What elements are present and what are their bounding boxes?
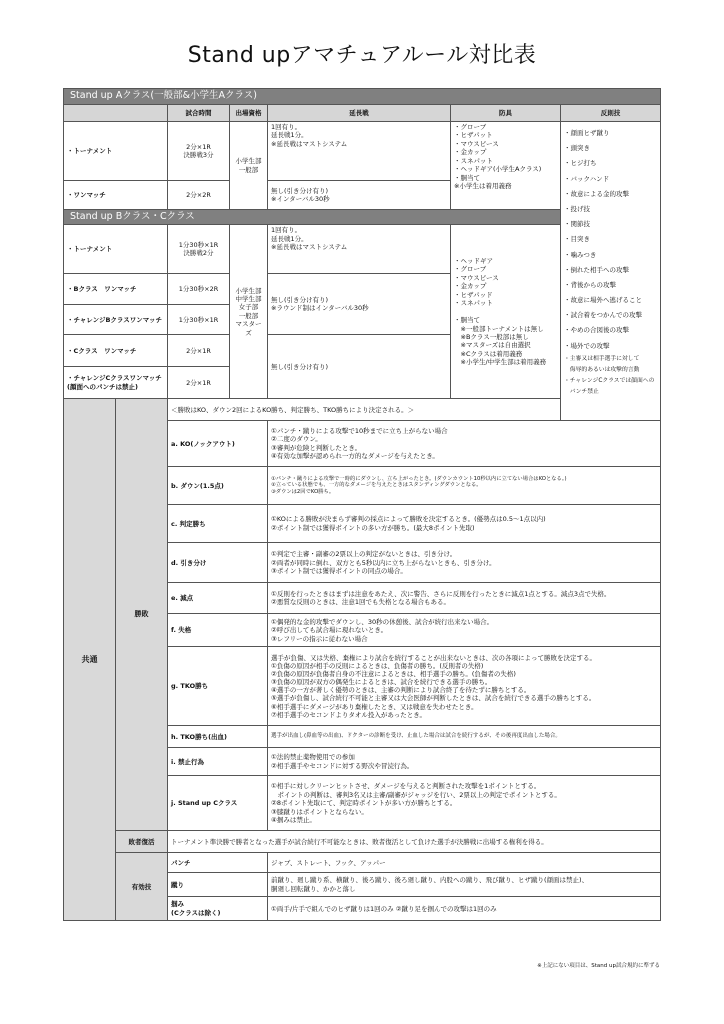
valid-row-grab: 掴み (Cクラスは除く) ①両手/片手で組んでのヒザ蹴りは1回のみ ②蹴り足を掴んでの攻撃は1回のみ: [64, 897, 661, 921]
section-a-bar: [64, 89, 661, 105]
header-eligibility: 出場資格: [230, 105, 268, 122]
win-intro: ＜勝敗はKO、ダウン2回によるKO勝ち、判定勝ち、TKO勝ちにより決定される。＞: [168, 399, 661, 421]
foul-item: ・ヒジ打ち: [564, 159, 597, 168]
valid-row-kick: 蹴り 前蹴り、廻し蹴り系、横蹴り、後ろ蹴り、後ろ廻し蹴り、内股への蹴り、飛び蹴り、ヒザ蹴り(顔面は禁止)、 胴廻し回転蹴り、かかと落し: [64, 873, 661, 897]
foul-item: ・チャレンジCクラスでは顔面への: [564, 377, 655, 384]
revival-label: 敗者復活: [116, 831, 168, 853]
win-intro-row: [64, 399, 661, 421]
rule-row-c: c. 判定勝ち ①KOによる勝敗が決まらず審判の採点によって勝敗を決定するとき。(優勢点は0.5～1点以内) ②ポイント制では獲得ポイントの多い方が勝ち。(最大8ポイント先取): [64, 505, 661, 543]
foul-item: パンチ禁止: [564, 388, 599, 395]
class-b-row-tournament: ・トーナメント 1分30秒×1R 決勝戦2分 小学生部 中学生部 女子部 一般部 マスターズ 1回有り。 延長戦1分。 ※延長戦はマストシステム ・ヘッドギア ・グローブ ・マウスピース ・金カップ ・ヒザパッド ・スネパット ・胴当て ※一般部トーナメントは無し ※Bクラス一般部は無し ※マスターズは自由選択 ※Cクラスは着用義務 ※小学生/中学生部は着用義務: [64, 225, 661, 274]
rule-row-f: f. 失格 ①偶発的な金的攻撃でダウンし、30秒の休憩後、試合が続行出来ない場合。 ②呼び出しても試合場に現れないとき。 ③レフリーの指示に従わない場合: [64, 614, 661, 647]
rule-row-g: g. TKO勝ち 選手が負傷、又は失格、棄権により試合を続行することが出来ないときは、次の各項によって勝敗を決定する。 ①負傷の原因が相手の反則によるときは、負傷者の勝ち。(反則者の失格) ②負傷の原因が負傷者自身の不注意によるときは、相手選手の勝ち。(負傷者の失格) ③負傷の原因が双方の偶発生によるときは、試合を続行できる選手の勝ち。 ④選手の一方が著しく優勢のときは、主審の判断により試合終了を待たずに勝ちとする。 ⑤選手が負傷し、試合続行不可能と主審又は大会医師が判断したときは、試合を続行できる選手の勝ちとする。 ⑥相手選手にダメージがあり棄権したとき、又は戦意を失わせたとき。 ⑦相手選手のセコンドよりタオル投入があったとき。: [64, 647, 661, 726]
foul-item: 侮辱的あるいは攻撃的言動: [564, 366, 640, 373]
foul-item: ・背後からの攻撃: [564, 280, 616, 289]
class-b-row-b-onematch: ・Bクラス ワンマッチ 1分30秒×2R 無し(引き分け有り) ※ラウンド制はインターバル30秒: [64, 274, 661, 305]
class-a-row-onematch: ・ワンマッチ 2分×2R 無し(引き分け有り) ※インターバル30秒: [64, 181, 661, 210]
foul-item: ・試合着をつかんでの攻撃: [564, 311, 642, 320]
fouls-list: [561, 122, 661, 421]
common-label: 共通: [64, 399, 116, 921]
class-b-row-c-onematch: ・Cクラス ワンマッチ 2分×1R 無し(引き分け有り): [64, 335, 661, 367]
foul-item: ・故意による金的攻撃: [564, 189, 629, 198]
foul-item: ・やめの合図後の攻撃: [564, 326, 629, 335]
class-a-eligibility: 小学生部 一般部: [230, 122, 268, 210]
header-row: [64, 105, 661, 122]
valid-label: 有効技: [116, 853, 168, 921]
foul-item: ・場外での攻撃: [564, 341, 610, 350]
win-label: 勝敗: [116, 399, 168, 831]
rule-row-e: e. 減点 ①反則を行ったときはまずは注意をあたえ、次に警告、さらに反則を行ったときに減点1点とする。減点3点で失格。 ②悪質な反則のときは、注意1回でも失格となる場合もある。: [64, 583, 661, 614]
foul-item: ・目突き: [564, 235, 590, 244]
rule-row-a: a. KO(ノックアウト) ①パンチ・蹴りによる攻撃で10秒までに立ち上がらない場合 ②二度のダウン。 ③審判が危険と判断したとき。 ④有効な加撃が認められ一方的なダメージを与えたとき。: [64, 421, 661, 467]
header-fouls: 反則技: [561, 105, 661, 122]
class-b-row-challenge-c: ・チャレンジCクラスワンマッチ (顔面へのパンチは禁止) 2分×1R: [64, 367, 661, 399]
section-a-title: Stand up Aクラス(一般部&小学生Aクラス): [64, 89, 661, 105]
foul-item: ・噛みつき: [564, 250, 597, 259]
rule-row-h: h. TKO勝ち(出血) 選手が出血し(鼻血等の出血)、ドクターの診断を受け、止血した場合は試合を続行するが、その後再度出血した場合。: [64, 726, 661, 748]
class-a-row-tournament: ・トーナメント 2分×1R 決勝戦3分 小学生部 一般部 1回有り。 延長戦1分。 ※延長戦はマストシステム ・グローブ ・ヒザパット ・マウスピース ・金カップ ・スネパット ・ヘッドギア(小学生Aクラス) ・胴当て ※小学生は着用義務 ・顔面ヒザ蹴り ・頭突き ・ヒジ打ち ・バックハンド ・故意による金的攻撃 ・投げ技 ・関節技 ・目突き ・噛みつき ・倒れた相手への攻撃 ・背後からの攻撃 ・故意に場外へ逃げること ・試合着をつかんでの攻撃 ・やめの合図後の攻撃 ・場外での攻撃 ・主審又は相手選手に対して 侮辱的あるいは攻撃的言動 ・チャレンジCクラスでは顔面への パンチ禁止: [64, 122, 661, 181]
foul-item: ・頭突き: [564, 144, 590, 153]
rule-row-b: b. ダウン(1.5点) ①パンチ・蹴りによる攻撃で一時的にダウンし、立ち上がったとき。(ダウンカウント10秒以内に立てない場合はKOとなる。) ②立っている状態でも、一方的なダメージを与えたときはスタンディングダウンとなる。 ③ダウンは2回でKO勝ち。: [64, 467, 661, 505]
section-b-title: Stand up Bクラス・Cクラス: [64, 210, 561, 225]
header-extension: 延長戦: [268, 105, 451, 122]
foul-item: ・倒れた相手への攻撃: [564, 265, 629, 274]
page-title: Stand upアマチュアルール対比表: [187, 43, 537, 68]
class-b-eligibility: 小学生部 中学生部 女子部 一般部 マスターズ: [230, 225, 268, 399]
rule-row-j: j. Stand up Cクラス ①相手に対しクリーンヒットさせ、ダメージを与えると判断された攻撃を1ポイントとする。 ポイントの判断は、審判3名又は主審/副審がジャッジを行い、2票以上の判定でポイントとする。 ②8ポイント先取にて、判定時ポイントが多い方が勝ちとする。 ③膝蹴りはポイントとならない。 ④掴みは禁止。: [64, 776, 661, 831]
rule-row-d: d. 引き分け ①判定で主審・副審の2票以上の判定がないときは、引き分け。 ②両者が同時に倒れ、双方とも5秒以内に立ち上がらないときも、引き分け。 ③ポイント制では獲得ポイントの同点の場合。: [64, 543, 661, 583]
rules-table-container: [63, 88, 660, 921]
revival-row: [64, 831, 661, 853]
class-b-row-challenge-b: ・チャレンジBクラスワンマッチ 1分30秒×1R: [64, 305, 661, 335]
revival-text: トーナメント準決勝で勝者となった選手が試合続行不可能なときは、敗者復活として負けた選手が決勝戦に出場する権利を得る。: [168, 831, 661, 853]
foul-item: ・関節技: [564, 220, 590, 229]
class-a-gear: ・グローブ ・ヒザパット ・マウスピース ・金カップ ・スネパット ・ヘッドギア(小学生Aクラス) ・胴当て ※小学生は着用義務: [451, 122, 561, 210]
valid-row-punch: 有効技 パンチ ジャブ、ストレート、フック、アッパー: [64, 853, 661, 873]
foul-item: ・故意に場外へ逃げること: [564, 296, 642, 305]
foul-item: ・投げ技: [564, 204, 590, 213]
foul-item: ・主審又は相手選手に対して: [564, 355, 640, 362]
footnote: ※上記にない項目は、Stand up試合規約に準ずる: [537, 963, 660, 969]
foul-item: ・バックハンド: [564, 174, 610, 183]
rules-table: [63, 88, 661, 921]
header-gear: 防具: [451, 105, 561, 122]
foul-item: ・顔面ヒザ蹴り: [564, 129, 610, 137]
class-b-gear: ・ヘッドギア ・グローブ ・マウスピース ・金カップ ・ヒザパッド ・スネパット ・胴当て ※一般部トーナメントは無し ※Bクラス一般部は無し ※マスターズは自由選択 ※Cクラスは着用義務 ※小学生/中学生部は着用義務: [451, 225, 561, 399]
rule-row-i: i. 禁止行為 ①法的禁止薬物使用での参加 ②相手選手やセコンドに対する野次や冒涜行為。: [64, 748, 661, 776]
header-time: 試合時間: [168, 105, 230, 122]
